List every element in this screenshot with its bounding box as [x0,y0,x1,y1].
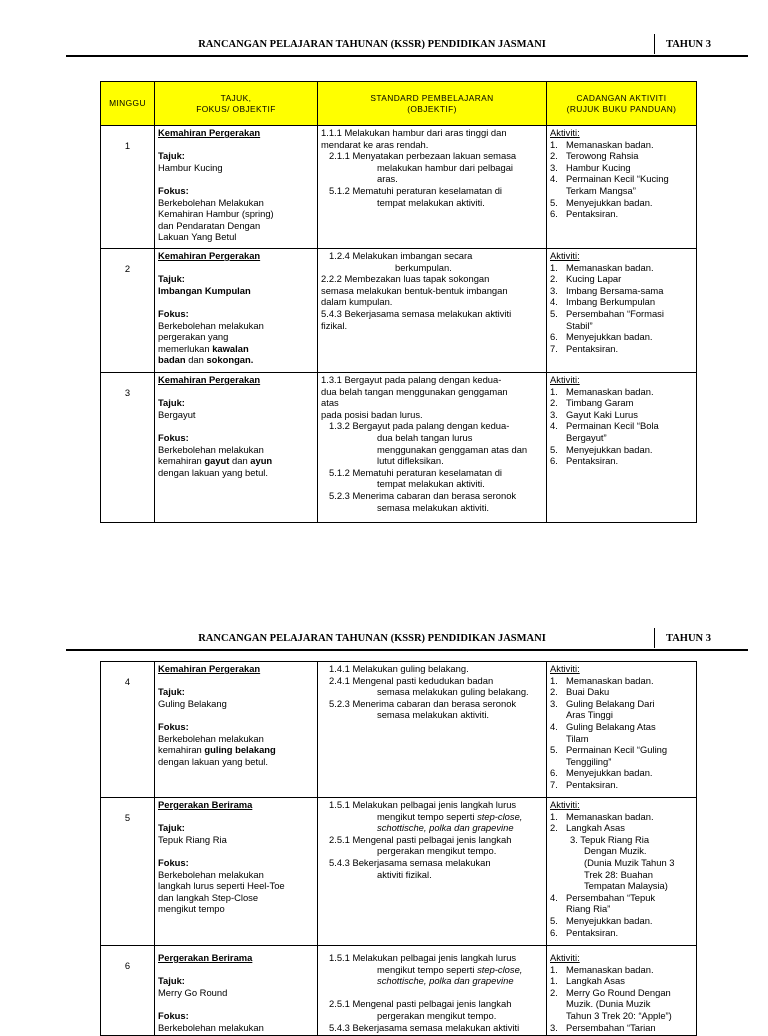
list-item: 1. Memanaskan badan. [550,385,654,397]
header-rule [66,649,748,651]
list-item: 5. Menyejukkan badan. [550,196,653,208]
document-title: RANCANGAN PELAJARAN TAHUNAN (KSSR) PENDIDIKAN JASMANI [198,39,546,50]
standard-line: 5.4.3 Bekerjasama semasa melakukan [329,856,491,868]
list-item: 2. Merry Go Round Dengan [550,986,671,998]
topic-cell [155,249,318,373]
fokus-line: Berkebolehan melakukan [158,443,264,455]
list-item: Trek 28: Buahan [584,868,653,880]
activity-cell [547,249,697,373]
list-item: 4. Guling Belakang Atas [550,720,656,732]
fokus-label: Fokus: [158,184,189,196]
standard-line: 2.2.2 Membezakan luas tapak sokongan [321,273,490,285]
list-item: 1. Langkah Asas [550,975,625,987]
page-header-2 [92,632,722,652]
tajuk-value: Tepuk Riang Ria [158,833,227,845]
list-item: 6. Pentaksiran. [550,926,619,938]
standard-line: 1.1.1 Melakukan hambur dari aras tinggi dan [321,127,507,138]
standard-line: dua belah tangan menggunakan genggaman [321,385,508,397]
fokus-label: Fokus: [158,856,189,868]
topic-cell [155,662,318,798]
col-header-minggu: MINGGU [101,82,155,126]
activity-list [550,262,693,355]
category-title: Kemahiran Pergerakan [158,374,261,385]
list-item: 3. Imbang Bersama-sama [550,284,664,296]
standard-line: schottische, polka dan grapevine [377,822,514,834]
week-number: 4 [101,662,155,798]
standard-cell [318,798,547,946]
tajuk-value: Guling Belakang [158,697,227,709]
table-header-row [101,82,697,126]
standard-line: tempat melakukan aktiviti. [377,478,485,490]
list-item: 4. Permainan Kecil “Kucing [550,173,669,185]
table-row [101,373,697,523]
list-item: 7. Pentaksiran. [550,778,619,790]
list-item: Tenggiling” [566,755,612,767]
list-item: 1. Memanaskan badan. [550,963,654,975]
tajuk-label: Tajuk: [158,822,185,834]
topic-cell [155,126,318,249]
standard-line: tempat melakukan aktiviti. [377,196,485,208]
col-header-aktiviti: CADANGAN AKTIVITI (RUJUK BUKU PANDUAN) [547,82,697,126]
topic-cell [155,946,318,1036]
fokus-line: dan langkah Step-Close [158,891,259,903]
list-item: 2. Timbang Garam [550,397,634,409]
list-item: 1. Memanaskan badan. [550,138,654,150]
fokus-line: memerlukan kawalan [158,342,249,354]
list-item: 3. Gayut Kaki Lurus [550,408,638,420]
aktiviti-label: Aktiviti: [550,127,580,138]
standard-line: menggunakan genggaman atas dan [377,443,528,455]
col-header-tajuk: TAJUK, FOKUS/ OBJEKTIF [155,82,318,126]
standard-line: 5.1.2 Mematuhi peraturan keselamatan di [329,184,503,196]
fokus-label: Fokus: [158,1009,189,1021]
standard-line: lutut difleksikan. [377,455,444,467]
fokus-line: pergerakan yang [158,331,229,343]
year-label: TAHUN 3 [666,39,712,50]
list-item: 2. Langkah Asas [550,822,625,834]
list-item: 1. Memanaskan badan. [550,810,654,822]
list-item: 2. Kucing Lapar [550,273,622,285]
list-item: Tilam [566,732,589,744]
activity-cell [547,373,697,523]
list-item: 2. Buai Daku [550,686,610,698]
standard-cell [318,126,547,249]
standard-line: semasa melakukan bentuk-bentuk imbangan [321,284,508,296]
standard-line: 1.5.1 Melakukan pelbagai jenis langkah lurus [329,799,517,810]
activity-cell [547,662,697,798]
fokus-line: dengan lakuan yang betul. [158,755,268,767]
list-item: Riang Ria” [566,903,611,915]
list-item: 5. Permainan Kecil “Guling [550,744,668,756]
standard-line: pergerakan mengikut tempo. [377,845,497,857]
standard-cell [318,373,547,523]
list-item: Tempatan Malaysia) [584,880,668,892]
standard-cell [318,249,547,373]
activity-cell [547,946,697,1036]
fokus-line: mengikut tempo [158,903,225,915]
list-item: 1. Memanaskan badan. [550,674,654,686]
list-item: Dengan Muzik. [584,845,647,857]
category-title: Kemahiran Pergerakan [158,250,261,261]
table-row [101,662,697,798]
standard-line: mengikut tempo seperti step-close, [377,963,523,975]
standard-line: berkumpulan. [395,261,452,273]
activity-cell [547,126,697,249]
standard-line: semasa melakukan guling belakang. [377,686,529,698]
activity-list [550,386,693,467]
fokus-label: Fokus: [158,720,189,732]
fokus-line: Berkebolehan melakukan [158,319,264,331]
list-item: Terkam Mangsa” [566,184,636,196]
standard-line: dua belah tangan lurus [377,431,473,443]
standard-line: semasa melakukan aktiviti. [377,709,490,721]
topic-cell [155,798,318,946]
standard-line: mengikut tempo seperti step-close, [377,810,523,822]
list-item: Aras Tinggi [566,709,613,721]
year-label: TAHUN 3 [666,633,712,644]
aktiviti-label: Aktiviti: [550,952,580,963]
tajuk-value: Merry Go Round [158,986,228,998]
activity-list [550,811,693,834]
header-divider [654,628,655,648]
activity-list [550,139,693,220]
fokus-label: Fokus: [158,307,189,319]
table-row [101,798,697,946]
list-item: 6. Menyejukkan badan. [550,331,653,343]
standard-line: 5.4.3 Bekerjasama semasa melakukan aktiviti [321,307,512,319]
fokus-line: Lakuan Yang Betul [158,231,237,243]
standard-line: 1.4.1 Melakukan guling belakang. [329,663,469,674]
fokus-line: kemahiran gayut dan ayun [158,455,273,467]
standard-line: pada posisi badan lurus. [321,408,423,420]
fokus-line: Berkebolehan Melakukan [158,196,264,208]
list-item: 5. Menyejukkan badan. [550,443,653,455]
standard-line: 2.4.1 Mengenal pasti kedudukan badan [329,674,494,686]
standard-line: 1.2.4 Melakukan imbangan secara [329,250,473,261]
standard-line: 2.5.1 Mengenal pasti pelbagai jenis langkah [329,833,512,845]
standard-line: 5.2.3 Menerima cabaran dan berasa seronok [329,697,517,709]
standard-line: 2.5.1 Mengenal pasti pelbagai jenis langkah [329,998,512,1010]
standard-line: 2.1.1 Menyatakan perbezaan lakuan semasa [329,150,517,162]
table-row [101,249,697,373]
fokus-line: dan Pendaratan Dengan [158,219,261,231]
tajuk-label: Tajuk: [158,150,185,162]
tajuk-value: Imbangan Kumpulan [158,284,251,296]
standard-line: melakukan hambur dari pelbagai [377,161,514,173]
tajuk-value: Hambur Kucing [158,161,223,173]
tajuk-label: Tajuk: [158,686,185,698]
header-divider [654,34,655,54]
activity-list [550,892,693,938]
tajuk-label: Tajuk: [158,397,185,409]
list-item: Stabil” [566,319,593,331]
list-item: 5. Menyejukkan badan. [550,914,653,926]
fokus-line: Berkebolehan melakukan [158,1021,264,1033]
standard-line: mendarat ke aras rendah. [321,138,429,150]
list-item: 7. Pentaksiran. [550,342,619,354]
standard-line: 1.3.1 Bergayut pada palang dengan kedua- [321,374,502,385]
standard-line: 5.4.3 Bekerjasama semasa melakukan aktiviti [329,1021,520,1033]
list-item: Tahun 3 Trek 20: “Apple”) [566,1009,672,1021]
aktiviti-label: Aktiviti: [550,663,580,674]
standard-line: schottische, polka dan grapevine [377,975,514,987]
week-number: 2 [101,249,155,373]
lesson-plan-table-2 [100,661,697,1036]
standard-line: 5.1.2 Mematuhi peraturan keselamatan di [329,466,503,478]
fokus-line: kemahiran guling belakang [158,744,276,756]
fokus-line: Berkebolehan melakukan [158,868,264,880]
aktiviti-label: Aktiviti: [550,250,580,261]
lesson-plan-table-1 [100,81,697,523]
col-header-standard: STANDARD PEMBELAJARAN (OBJEKTIF) [318,82,547,126]
header-rule [66,55,748,57]
list-item: 1. Memanaskan badan. [550,261,654,273]
standard-cell [318,662,547,798]
table-row [101,126,697,249]
list-item: 6. Pentaksiran. [550,208,619,220]
list-item: Bergayut” [566,431,607,443]
tajuk-label: Tajuk: [158,273,185,285]
list-item: 4. Imbang Berkumpulan [550,296,656,308]
standard-line: dalam kumpulan. [321,296,393,308]
list-item: 2. Terowong Rahsia [550,150,639,162]
tajuk-value: Bergayut [158,408,196,420]
standard-line: aras. [377,173,398,185]
category-title: Kemahiran Pergerakan [158,127,261,138]
standard-cell [318,946,547,1036]
table-row [101,946,697,1036]
list-item: 6. Menyejukkan badan. [550,767,653,779]
category-title: Pergerakan Berirama [158,799,253,810]
aktiviti-label: Aktiviti: [550,799,580,810]
list-item: 3. Hambur Kucing [550,161,631,173]
week-number: 6 [101,946,155,1036]
document-title: RANCANGAN PELAJARAN TAHUNAN (KSSR) PENDIDIKAN JASMANI [198,633,546,644]
week-number: 5 [101,798,155,946]
standard-line: semasa melakukan aktiviti. [377,501,490,513]
standard-line: 1.5.1 Melakukan pelbagai jenis langkah lurus [329,952,517,963]
activity-cell [547,798,697,946]
fokus-label: Fokus: [158,431,189,443]
category-title: Kemahiran Pergerakan [158,663,261,674]
activity-list [550,675,693,791]
list-item: Muzik. (Dunia Muzik [566,998,651,1010]
topic-cell [155,373,318,523]
list-item: 5. Persembahan “Formasi [550,307,664,319]
activity-list [550,964,693,1034]
week-number: 3 [101,373,155,523]
aktiviti-label: Aktiviti: [550,374,580,385]
fokus-line: Berkebolehan melakukan [158,732,264,744]
fokus-line: dengan lakuan yang betul. [158,466,268,478]
list-item: 6. Pentaksiran. [550,455,619,467]
standard-line: atas [321,397,339,409]
page-header-1 [92,38,722,58]
standard-line: 1.3.2 Bergayut pada palang dengan kedua- [329,420,510,432]
list-item: 3. Guling Belakang Dari [550,697,655,709]
standard-line: pergerakan mengikut tempo. [377,1009,497,1021]
tajuk-label: Tajuk: [158,975,185,987]
list-item: 3. Tepuk Riang Ria [570,833,650,845]
week-number: 1 [101,126,155,249]
fokus-line: langkah lurus seperti Heel-Toe [158,880,285,892]
list-item: 3. Persembahan “Tarian [550,1021,656,1033]
standard-line: aktiviti fizikal. [377,868,432,880]
list-item: 4. Persembahan “Tepuk [550,891,656,903]
category-title: Pergerakan Berirama [158,952,253,963]
fokus-line: badan dan sokongan. [158,354,254,366]
list-item: 4. Permainan Kecil “Bola [550,420,659,432]
standard-line: 5.2.3 Menerima cabaran dan berasa seronok [329,489,517,501]
fokus-line: Kemahiran Hambur (spring) [158,208,274,220]
list-item: (Dunia Muzik Tahun 3 [584,856,675,868]
standard-line: fizikal. [321,319,348,331]
